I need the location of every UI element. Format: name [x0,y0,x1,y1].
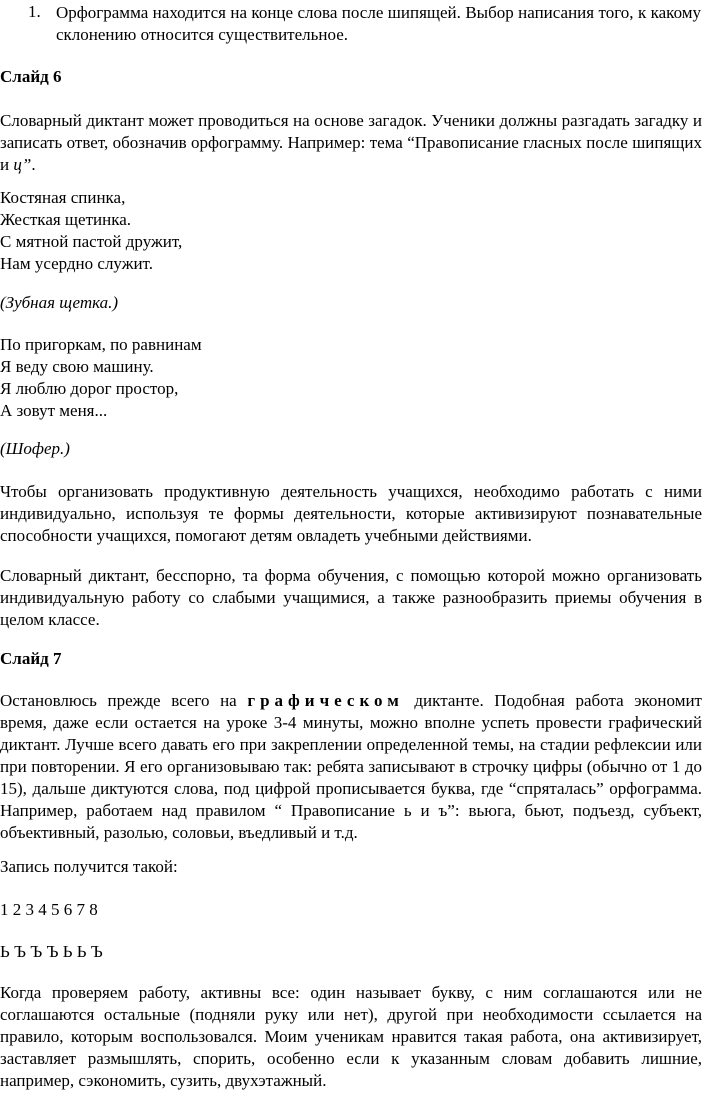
riddle-line: По пригоркам, по равнинам [0,335,202,354]
graphic-word-spaced: графическом [247,691,404,710]
riddle-line: А зовут меня... [0,401,108,420]
slide7-paragraph-3: Когда проверяем работу, активны все: один называет букву, с ним соглашаются или не соглашаются остальные (подняли руку или нет), другой при необходимости ссылается на правило, которым воспользовался. Моим ученикам нравится такая работа, она активизирует, заставляет размышлять, спорить, особенно если к указанным словам добавить лишние, например, сэкономить, сузить, двухэтажный. [0,983,702,1090]
slide6-paragraph-3: Словарный диктант, бесспорно, та форма обучения, с помощью которой можно организовать индивидуальную работу со слабыми учащимися, а также разнообразить приемы обучения в целом классе. [0,566,702,629]
riddle-1 [0,187,702,275]
slide6-paragraph-2: Чтобы организовать продуктивную деятельность учащихся, необходимо работать с ними индивидуально, используя те формы деятельности, которые активизируют познавательные способности учащихся, помогают детям овладеть учебными действиями. [0,482,702,545]
slide6-paragraph-1 [0,110,702,176]
riddle-2 [0,334,702,422]
list-number: 1. [28,2,41,21]
slide6-paragraph-1-end: . [31,155,36,174]
riddle-1-answer: (Зубная щетка.) [0,293,119,312]
slide7-heading: Слайд 7 [0,649,62,668]
riddle-line: Нам усердно служит. [0,254,153,273]
riddle-line: Жесткая щетинка. [0,210,131,229]
riddle-line: Я люблю дорог простор, [0,379,179,398]
riddle-line: Я веду свою машину. [0,357,154,376]
slide7-paragraph-1 [0,690,702,844]
letters-row: Ь Ъ Ъ Ъ Ь Ь Ъ [0,942,103,961]
slide6-heading: Слайд 6 [0,67,62,86]
list-item-text: Орфограмма находится на конце слова после шипящей. Выбор написания того, к какому склонению относится существительное. [56,3,701,44]
slide7-paragraph-1-start: Остановлюсь прежде всего на [0,691,248,710]
riddle-2-answer: (Шофер.) [0,439,70,458]
slide6-paragraph-1-italic: ц” [13,155,32,174]
slide7-paragraph-1-rest: диктанте. Подобная работа экономит время, даже если остается на уроке 3-4 минуты, можно вполне успеть провести графический диктант. Лучше всего давать его при закреплении определенной темы, на стадии рефлексии или при повторении. Я его организовываю так: ребята записывают в строчку цифры (обычно от 1 до 15), дальше диктуются слова, под цифрой прописывается буква, где “спряталась” орфограмма. Например, работаем над правилом “ Правописание ь и ъ”: вьюга, бьют, подъезд, субъект, объективный, разолью, соловьи, въедливый и т.д. [0,691,702,842]
digits-row: 1 2 3 4 5 6 7 8 [0,900,98,919]
slide7-paragraph-2: Запись получится такой: [0,857,178,876]
riddle-line: Костяная спинка, [0,188,126,207]
slide6-paragraph-1-text: Словарный диктант может проводиться на основе загадок. Ученики должны разгадать загадку и записать ответ, обозначив орфограмму. Например: тема “Правописание гласных после шипящих и [0,111,702,174]
riddle-line: С мятной пастой дружит, [0,232,183,251]
